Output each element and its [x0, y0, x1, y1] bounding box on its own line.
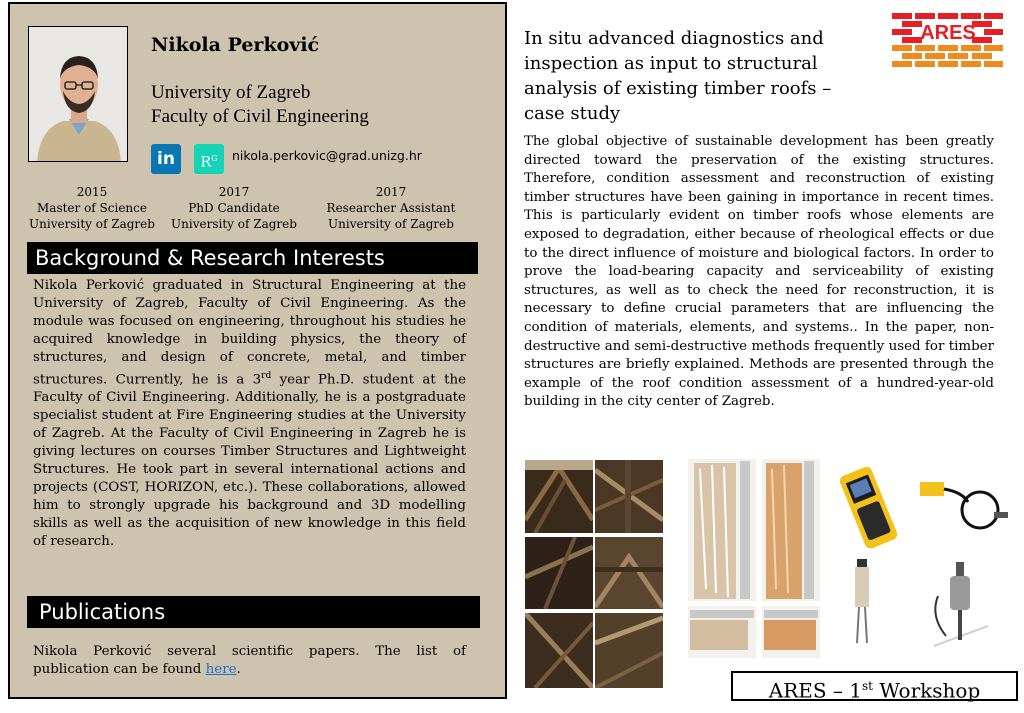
drill-tool-photo: [928, 556, 995, 652]
publications-text: [33, 643, 466, 679]
roof-photo: [525, 537, 593, 609]
email[interactable]: nikola.perkovic@grad.unizg.hr: [232, 148, 422, 163]
roof-photo: [525, 613, 593, 688]
roof-photo: [595, 613, 663, 688]
publications-link[interactable]: here: [205, 662, 237, 677]
publications-body: Nikola Perković several scientific papers. The list of publication can be found: [33, 644, 466, 677]
probe-tool-photo: [843, 557, 881, 647]
workshop-post: Workshop: [872, 678, 981, 703]
wood-sample-photo: [688, 606, 756, 658]
researchgate-icon[interactable]: [194, 144, 224, 174]
bio-text-b: year Ph.D. student at the Faculty of Civil Engineering. Additionally, he is a postgraduate specialist student at Fire Engineering studies at the University of Zagreb. At the Faculty of Civil Engineering in Zagreb he is giving lectures on courses Timber Structures and Lightweight Structures. He took part in several international actions and projects (COST, HORIZON, etc.). These collaborations, allowed him to strongly upgrade his background and 3D modelling skills as well as the acquisition of new knowledge in this field of research.: [33, 372, 466, 550]
wood-sample-photo: [688, 459, 756, 601]
faculty: Faculty of Civil Engineering: [151, 106, 369, 127]
degree-item: [12, 184, 172, 232]
degree-title: Researcher Assistant: [326, 201, 456, 215]
degree-item: [154, 184, 314, 232]
workshop-label: [731, 671, 1018, 701]
bio-sup: rd: [261, 371, 272, 381]
profile-name: Nikola Perković: [151, 34, 320, 56]
moisture-meter-photo: [833, 462, 907, 550]
profile-photo: [28, 26, 128, 162]
workshop-pre: ARES – 1: [768, 678, 862, 703]
publications-end: .: [236, 662, 241, 677]
degree-place: University of Zagreb: [328, 217, 454, 231]
researchgate-letter: R: [200, 154, 212, 171]
bio-text-a: Nikola Perković graduated in Structural Engineering at the University of Zagreb, Faculty of Civil Engineering. As the module was focused on engineering, throughout his studies he acquired knowledge in building physics, the theory of structures, and design of concrete, metal, and timber structures. Currently, he is a 3: [33, 278, 466, 388]
paper-title: In situ advanced diagnostics and inspection as input to structural analysis of existing timber roofs – case study: [524, 28, 832, 124]
ares-logo: [890, 11, 1005, 69]
degree-place: University of Zagreb: [29, 217, 155, 231]
publications-heading: Publications: [27, 596, 480, 628]
degree-year: 2017: [375, 185, 407, 199]
profile-panel: [8, 2, 507, 699]
degree-year: 2017: [218, 185, 250, 199]
linkedin-icon[interactable]: in: [151, 144, 181, 174]
university: University of Zagreb: [151, 82, 311, 103]
degree-year: 2015: [76, 185, 108, 199]
wood-sample-photo: [762, 606, 820, 658]
researchgate-sup: G: [211, 154, 218, 163]
background-heading: Background & Research Interests: [27, 242, 478, 274]
degree-title: Master of Science: [37, 201, 147, 215]
roof-photo: [595, 537, 663, 609]
wood-sample-photo: [762, 459, 820, 601]
paper-abstract: The global objective of sustainable development has been greatly directed toward the preservation of the existing structures. Therefore, condition assessment and reconstruction of existing timber structures have been gaining in importance in recent times. This is particularly evident on timber roofs whose elements are exposed to degradation, either because of rheological effects or due to the direct influence of moisture and biological factors. In order to prove the load-bearing capacity and serviceability of existing structures, as well as to check the need for reconstruction, it is necessary to define crucial parameters that are influencing the condition of materials, elements, and systems.. In the paper, non-destructive and semi-destructive methods frequently used for timber structures are briefly explained. Methods are presented through the example of the roof condition assessment of a hundred-year-old building in the city center of Zagreb.: [524, 134, 994, 410]
roof-photo: [525, 460, 593, 533]
roof-photo: [595, 460, 663, 533]
workshop-sup: st: [862, 679, 873, 693]
sensor-cable-photo: [916, 472, 1014, 536]
degree-place: University of Zagreb: [171, 217, 297, 231]
logo-text: ARES: [920, 22, 976, 44]
degree-title: PhD Candidate: [188, 201, 280, 215]
degree-item: [311, 184, 471, 232]
background-text: [33, 277, 466, 551]
